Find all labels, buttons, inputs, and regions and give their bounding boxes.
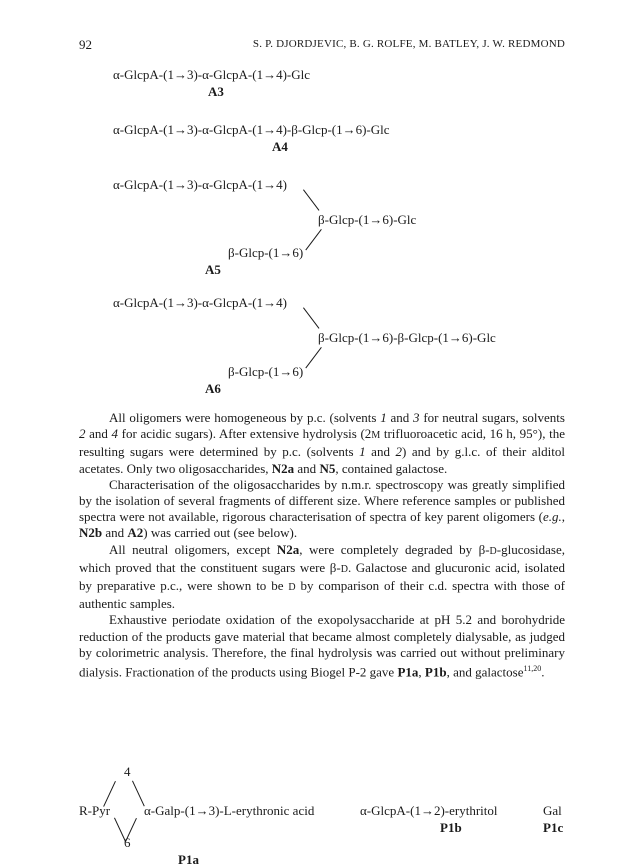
body-text <box>79 410 565 681</box>
paragraph-4: Exhaustive periodate oxidation of the exopolysaccharide at pH 5.2 and borohydride reduction of the products gave material that became almost completely dialysable, as judged by colorimetric analysis. Therefore, the final hydrolysis was carried out without preliminary dialysis. Fractionation of the products using Biogel P-2 gave P1a, P1b, and galactose$^{11,20}$. <box>79 612 565 680</box>
structure-a6-label: A6 <box>205 381 221 396</box>
p1c-formula: Gal <box>543 803 562 818</box>
p1c-label: P1c <box>543 820 564 835</box>
p1a-label: P1a <box>178 852 199 867</box>
structure-a5-bond-lower <box>305 229 321 250</box>
structure-a5-core: β-Glcp-(1→6)-Glc <box>318 212 417 227</box>
paragraph-1: All oligomers were homogeneous by p.c. (solvents 1 and 3 for neutral sugars, solvents 2 and 4 for acidic sugars). After extensive hydrolysis (2M trifluoroacetic acid, 16 h, 95°), the resulting sugars were determined by p.c. (solvents 1 and 2) and by g.l.c. of their alditol acetates. Only two oligosaccharides, N2a and N5, contained galactose. <box>79 410 565 476</box>
structure-a5-label: A5 <box>205 262 221 277</box>
paragraph-2: Characterisation of the oligosaccharides by n.m.r. spectroscopy was greatly simplified by the isolation of several fragments of different size. Where reference samples or published spectra were not available, rigorous characterisation of spectra of key parent oligomers (e.g., N2b and A2) was carried out (see below). <box>79 476 565 541</box>
structure-a6-core: β-Glcp-(1→6)-β-Glcp-(1→6)-Glc <box>318 330 496 345</box>
structure-a5-bond-upper <box>303 189 319 210</box>
structure-a3-formula: α-GlcpA-(1→3)-α-GlcpA-(1→4)-Glc <box>113 67 310 82</box>
p1b-label: P1b <box>440 820 462 835</box>
p1a-chain: α-Galp-(1→3)-L-erythronic acid <box>144 803 315 818</box>
structure-a4-label: A4 <box>272 139 288 154</box>
structure-a6-bond-lower <box>305 347 321 368</box>
structure-a6-bond-upper <box>303 307 319 328</box>
structure-a5-branch-top: α-GlcpA-(1→3)-α-GlcpA-(1→4) <box>113 177 287 192</box>
p1b-formula: α-GlcpA-(1→2)-erythritol <box>360 803 498 818</box>
structure-a5-branch-bottom: β-Glcp-(1→6) <box>228 245 304 260</box>
p1a-position-4: 4 <box>124 764 131 779</box>
structure-a6-branch-bottom: β-Glcp-(1→6) <box>228 364 304 379</box>
p1a-position-6: 6 <box>124 835 131 850</box>
paragraph-3: All neutral oligomers, except N2a, were completely degraded by β-D-glucosidase, which proved that the constituent sugars were β-D. Galactose and glucuronic acid, isolated by preparative p.c., were shown to be D by comparison of their c.d. spectra with those of authentic samples. <box>79 541 566 612</box>
p1a-ring-bond-2 <box>132 781 145 807</box>
running-head: S. P. DJORDJEVIC, B. G. ROLFE, M. BATLEY, J. W. REDMOND <box>252 38 565 50</box>
structure-a4-formula: α-GlcpA-(1→3)-α-GlcpA-(1→4)-β-Glcp-(1→6)-Glc <box>113 122 390 137</box>
structure-a3-label: A3 <box>208 84 224 99</box>
page-number: 92 <box>79 37 92 52</box>
structure-a6-branch-top: α-GlcpA-(1→3)-α-GlcpA-(1→4) <box>113 295 287 310</box>
p1a-pyruvate: R-Pyr <box>79 803 111 818</box>
